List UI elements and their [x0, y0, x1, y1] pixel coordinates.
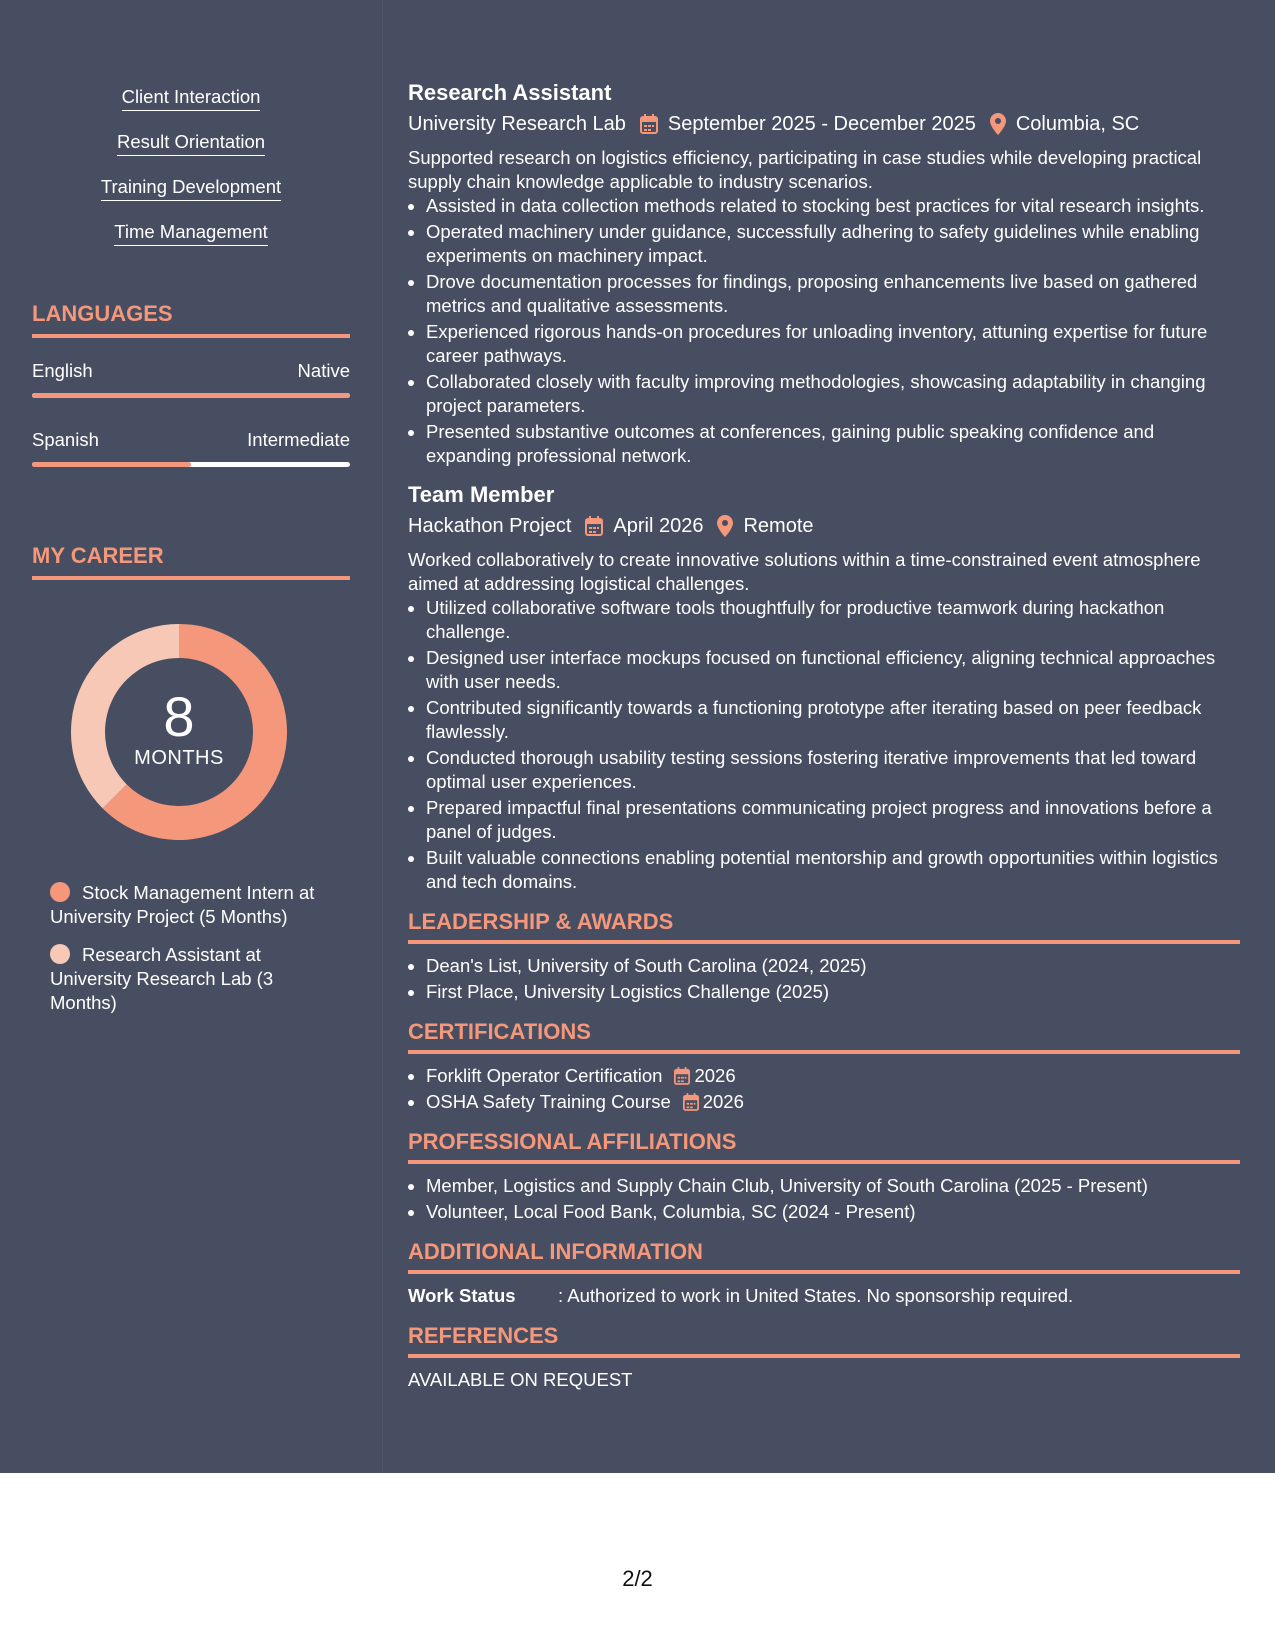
job-bullet: • Experienced rigorous hands-on procedures for unloading inventory, attuning expertise for future career pathways.: [426, 320, 1240, 368]
job-location: Remote: [743, 515, 814, 537]
career-legend: [50, 881, 340, 1029]
skill-label: Training Development: [101, 174, 281, 201]
job-meta: [408, 110, 1240, 138]
job-description: Worked collaboratively to create innovative solutions within a time-constrained event atmosphere aimed at addressing logistical challenges.: [408, 549, 1201, 594]
page-number: 2/2: [622, 1566, 653, 1591]
experience-entry: [408, 78, 1240, 468]
affiliation-item: • Member, Logistics and Supply Chain Club, University of South Carolina (2025 - Present): [426, 1174, 1240, 1198]
job-bullet: • Prepared impactful final presentations communicating project progress and innovations before a panel of judges.: [426, 796, 1240, 844]
skill-item: [32, 219, 350, 264]
additional-info-heading: ADDITIONAL INFORMATION: [408, 1238, 1240, 1274]
language-proficiency-fill: [32, 462, 191, 467]
work-status-row: [408, 1284, 1240, 1308]
career-legend-item: [50, 943, 340, 1015]
job-bullet: • Designed user interface mockups focused on functional efficiency, aligning technical approaches with user needs.: [426, 646, 1240, 694]
job-location: Columbia, SC: [1015, 113, 1140, 135]
job-bullets: [408, 596, 1240, 894]
job-description: Supported research on logistics efficiency, participating in case studies while developing practical supply chain knowledge applicable to industry scenarios.: [408, 147, 1202, 192]
calendar-icon: [674, 1067, 690, 1085]
job-organization: University Research Lab: [408, 113, 626, 135]
location-pin-icon: [990, 113, 1006, 135]
job-bullet: • Conducted thorough usability testing sessions fostering iterative improvements that led toward optimal user experiences.: [426, 746, 1240, 794]
work-status-label: Work Status: [408, 1285, 516, 1306]
skill-label: Result Orientation: [117, 129, 265, 156]
skill-label: Time Management: [114, 219, 268, 246]
job-bullet: • Operated machinery under guidance, successfully adhering to safety guidelines while enabling experiments on machinery impact.: [426, 220, 1240, 268]
affiliations-heading: PROFESSIONAL AFFILIATIONS: [408, 1128, 1240, 1164]
legend-label: Stock Management Intern at University Project (5 Months): [50, 882, 315, 927]
calendar-icon: [683, 1093, 699, 1111]
certification-year: 2026: [694, 1065, 736, 1086]
job-bullet: • Utilized collaborative software tools thoughtfully for productive teamwork during hackathon challenge.: [426, 596, 1240, 644]
awards-heading: LEADERSHIP & AWARDS: [408, 908, 1240, 944]
job-dates: September 2025 - December 2025: [667, 113, 976, 135]
affiliation-item: • Volunteer, Local Food Bank, Columbia, SC (2024 - Present): [426, 1200, 1240, 1224]
career-legend-item: [50, 881, 340, 929]
certifications-list: [408, 1064, 1240, 1114]
legend-dot: [50, 944, 70, 964]
job-meta: [408, 512, 1240, 540]
skill-item: [32, 84, 350, 129]
certification-year: 2026: [702, 1091, 744, 1112]
language-name: Spanish: [32, 429, 99, 450]
language-proficiency-bar: [32, 393, 350, 398]
location-pin-icon: [717, 515, 733, 537]
certification-item: [426, 1090, 1240, 1114]
job-bullet: • Assisted in data collection methods related to stocking best practices for vital research insights.: [426, 194, 1240, 218]
main-content: [408, 78, 1240, 1392]
certification-name: • OSHA Safety Training Course: [426, 1091, 671, 1112]
job-title: Team Member: [408, 482, 555, 507]
job-bullet: • Contributed significantly towards a functioning prototype after iterating based on peer feedback flawlessly.: [426, 696, 1240, 744]
work-status-value: : Authorized to work in United States. No sponsorship required.: [558, 1285, 1074, 1306]
career-heading: MY CAREER: [32, 542, 350, 580]
language-level: Intermediate: [247, 429, 350, 450]
awards-list: [408, 954, 1240, 1004]
job-title: Research Assistant: [408, 80, 612, 105]
certification-item: [426, 1064, 1240, 1088]
language-english: [32, 359, 350, 398]
language-name: English: [32, 360, 93, 381]
references-heading: REFERENCES: [408, 1322, 1240, 1358]
award-item: • First Place, University Logistics Challenge (2025): [426, 980, 1240, 1004]
job-organization: Hackathon Project: [408, 515, 572, 537]
job-dates: April 2026: [613, 515, 704, 537]
calendar-icon: [640, 114, 658, 134]
skill-item: [32, 129, 350, 174]
job-bullet: • Built valuable connections enabling potential mentorship and growth opportunities within logistics and tech domains.: [426, 846, 1240, 894]
career-total-unit: MONTHS: [134, 747, 224, 769]
skill-label: Client Interaction: [122, 84, 261, 111]
legend-label: Research Assistant at University Research Lab (3 Months): [50, 944, 274, 1013]
award-item: • Dean's List, University of South Carolina (2024, 2025): [426, 954, 1240, 978]
job-bullet: • Presented substantive outcomes at conferences, gaining public speaking confidence and expanding professional network.: [426, 420, 1240, 468]
job-bullet: • Drove documentation processes for findings, proposing enhancements live based on gathered metrics and qualitative assessments.: [426, 270, 1240, 318]
language-proficiency-fill: [32, 393, 350, 398]
job-bullet: • Collaborated closely with faculty improving methodologies, showcasing adaptability in changing project parameters.: [426, 370, 1240, 418]
sidebar: [0, 0, 383, 1473]
skill-item: [32, 174, 350, 219]
language-level: Native: [297, 360, 350, 381]
language-spanish: [32, 428, 350, 467]
language-proficiency-bar: [32, 462, 350, 467]
job-bullets: [408, 194, 1240, 468]
calendar-icon: [585, 516, 603, 536]
skills-list: [32, 84, 350, 264]
career-total: [64, 617, 294, 847]
certification-name: • Forklift Operator Certification: [426, 1065, 663, 1086]
career-donut-chart: [64, 617, 294, 847]
career-total-number: 8: [163, 685, 195, 748]
languages-heading: LANGUAGES: [32, 300, 350, 338]
affiliations-list: [408, 1174, 1240, 1224]
references-text: AVAILABLE ON REQUEST: [408, 1369, 633, 1390]
legend-dot: [50, 882, 70, 902]
experience-entry: [408, 480, 1240, 894]
certifications-heading: CERTIFICATIONS: [408, 1018, 1240, 1054]
